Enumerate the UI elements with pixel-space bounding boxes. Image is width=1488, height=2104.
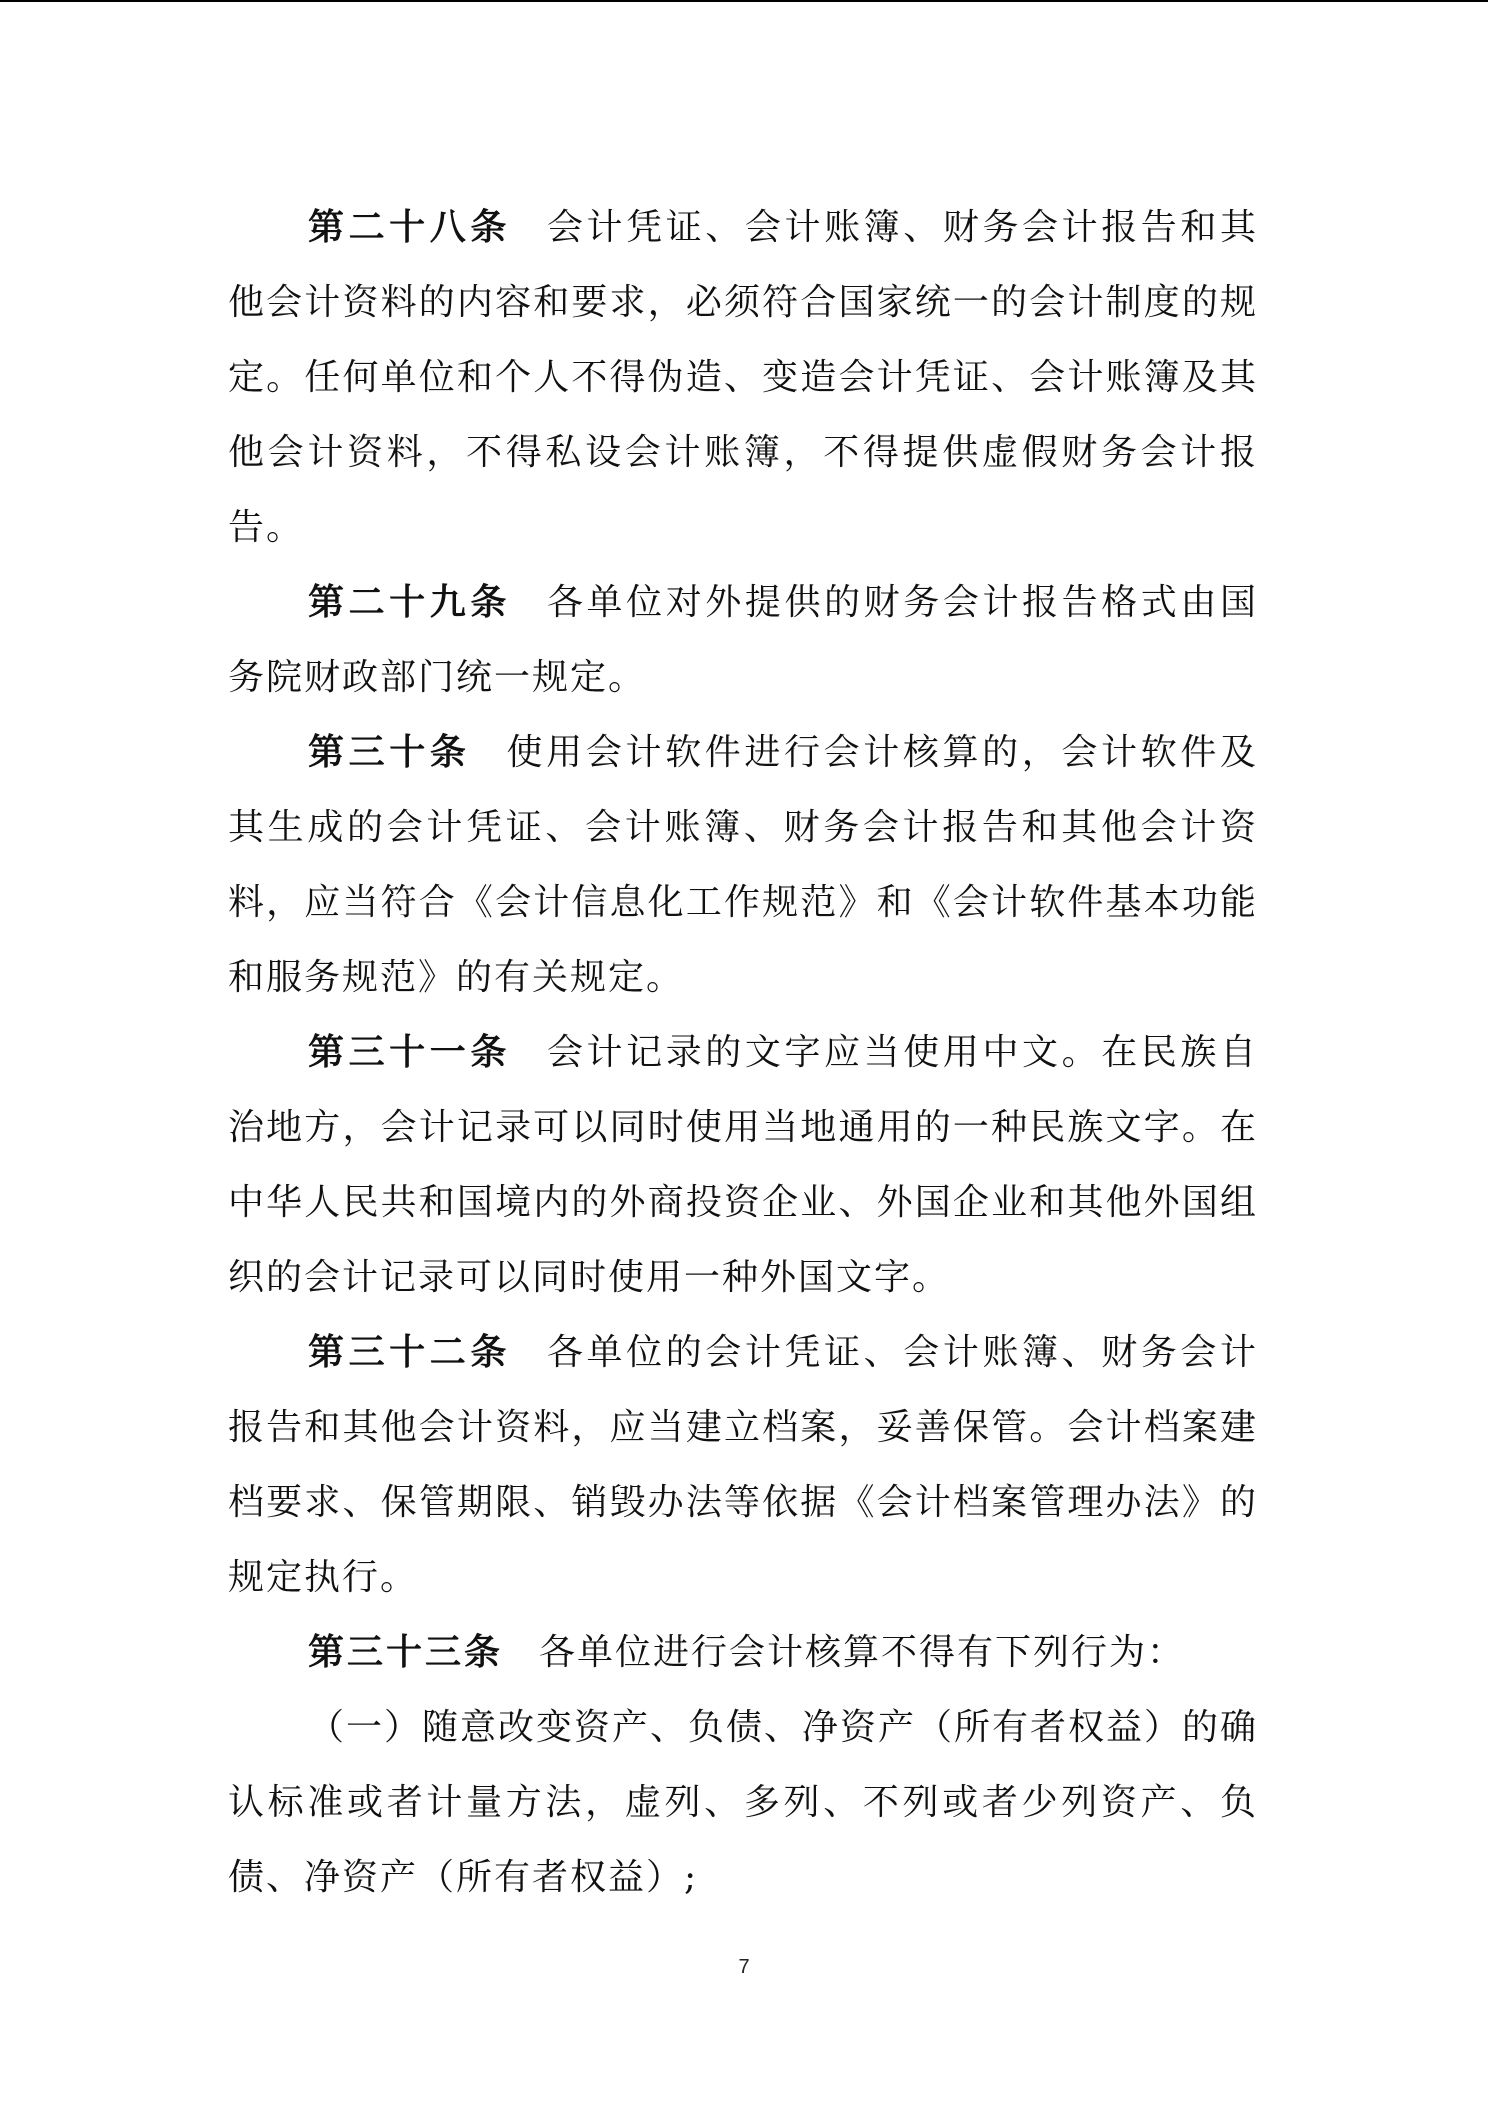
article-text: 使用会计软件进行会计核算的，会计软件及其生成的会计凭证、会计账簿、财务会计报告和其他会计资料，应当符合《会计信息化工作规范》和《会计软件基本功能和服务规范》的有关规定。 (228, 732, 1258, 998)
article-text: 会计凭证、会计账簿、财务会计报告和其他会计资料的内容和要求，必须符合国家统一的会计制度的规定。任何单位和个人不得伪造、变造会计凭证、会计账簿及其他会计资料，不得私设会计账簿，不得提供虚假财务会计报告。 (228, 207, 1258, 548)
article-number: 第三十条 (308, 732, 471, 773)
article-number: 第三十三条 (308, 1632, 504, 1673)
item-text: （一）随意改变资产、负债、净资产（所有者权益）的确认标准或者计量方法，虚列、多列、不列或者少列资产、负债、净资产（所有者权益）; (228, 1707, 1259, 1898)
article-30-paragraph (228, 715, 1258, 1015)
article-32-paragraph (228, 1315, 1258, 1615)
article-number: 第二十八条 (308, 207, 511, 248)
article-number: 第三十一条 (308, 1032, 511, 1073)
article-text: 各单位对外提供的财务会计报告格式由国务院财政部门统一规定。 (228, 582, 1258, 698)
article-33-paragraph (228, 1615, 1258, 1690)
article-number: 第二十九条 (308, 582, 511, 623)
document-body (228, 190, 1258, 1915)
article-text: 会计记录的文字应当使用中文。在民族自治地方，会计记录可以同时使用当地通用的一种民族文字。在中华人民共和国境内的外商投资企业、外国企业和其他外国组织的会计记录可以同时使用一种外国文字。 (228, 1032, 1258, 1298)
article-29-paragraph (228, 565, 1258, 715)
article-text: 各单位进行会计核算不得有下列行为： (539, 1632, 1186, 1673)
article-text: 各单位的会计凭证、会计账簿、财务会计报告和其他会计资料，应当建立档案，妥善保管。会计档案建档要求、保管期限、销毁办法等依据《会计档案管理办法》的规定执行。 (228, 1332, 1258, 1598)
page-number: 7 (738, 1956, 750, 1978)
article-28-paragraph (228, 190, 1258, 565)
article-31-paragraph (228, 1015, 1258, 1315)
article-33-item-1-paragraph (228, 1690, 1258, 1915)
article-number: 第三十二条 (308, 1332, 511, 1373)
